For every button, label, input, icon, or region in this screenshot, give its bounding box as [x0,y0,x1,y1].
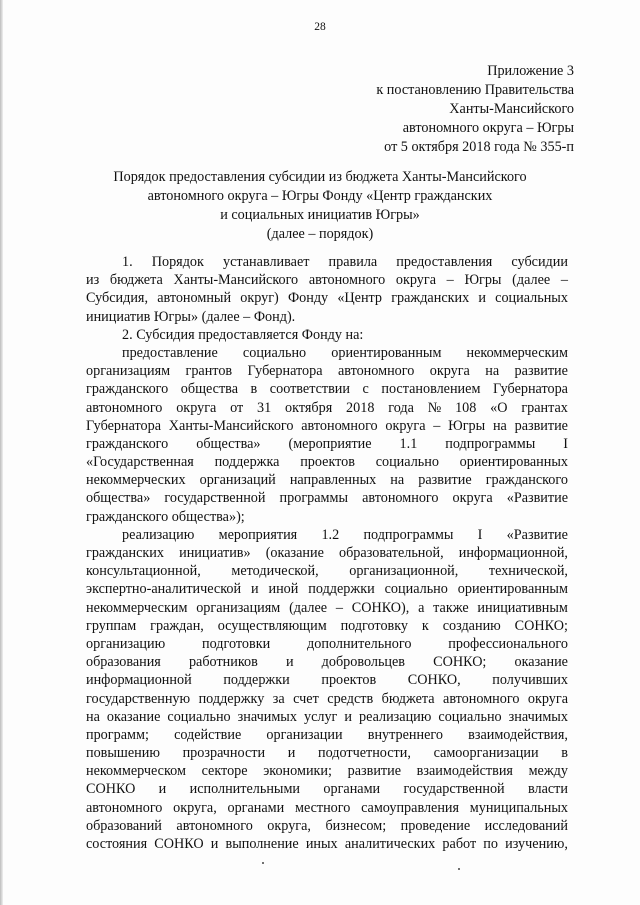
text-word: а [418,599,425,616]
text-word: организации [266,726,343,743]
text-word: в [561,745,568,762]
text-word: некоммерческим [86,599,188,616]
text-word: 1. [122,254,133,270]
text-word: и [158,781,167,798]
text-word: округа, [267,817,311,834]
text-word: между [528,763,568,780]
appendix-line: автономного округа – Югры [402,120,574,136]
text-word: автономного [86,399,163,416]
text-word: поддержки [223,672,290,689]
text-word: инициатив» [179,545,251,561]
text-word: исследований [484,817,568,834]
text-word: и [250,581,259,598]
text-line [86,762,568,780]
text-word: в [250,381,258,398]
text-word: округа [176,399,217,416]
text-word: государственной [403,781,505,798]
text-line [86,253,568,271]
title-line: и социальных инициатив Югры» [220,207,420,223]
text-word: экономики; [263,763,332,780]
text-word: Югры [464,272,502,289]
text-word: общества [180,381,238,398]
text-line [86,271,568,289]
text-word: на [390,472,405,489]
text-word: бюджета [381,690,435,707]
text-word: I [563,435,568,452]
text-word: организациям [86,363,171,380]
text-word: округа [527,690,568,707]
text-line [86,289,568,307]
text-word: автономного [301,417,378,434]
text-word: СОНКО [154,836,204,852]
text-word: внутреннего [367,726,443,743]
text-word: социально [438,708,502,725]
text-word: грантах [521,399,568,416]
text-word: Югры [448,417,486,434]
text-word: поддержку [198,690,265,707]
text-word: на [86,708,100,725]
text-line [86,580,568,598]
text-line [86,817,568,835]
text-word: 108 [455,399,477,416]
text-word: программы [279,490,349,507]
text-word: местного [294,799,351,816]
text-word: граждан, [150,617,204,634]
text-line [86,744,568,762]
title-line: автономного округа – Югры Фонду «Центр гражданских [147,188,493,204]
text-word: оказание [514,654,568,671]
text-word: взаимодействия [416,763,513,780]
text-word: (далее [289,599,328,616]
text-word: направленных [289,472,377,489]
text-word: автономного [362,490,439,507]
text-line [86,308,568,326]
text-word: и [210,836,219,852]
text-word: образования [86,654,161,671]
text-word: организацию [86,635,166,652]
text-word: секторе [201,763,248,780]
text-word: проектов [321,672,377,689]
text-word: получивших [492,672,568,689]
text-word: образовательной, [339,545,444,561]
text-word: округа [385,417,426,434]
text-word: автономного [443,690,520,707]
title-line: (далее – порядок) [266,226,374,242]
text-word: гражданского общества»); [86,508,245,525]
text-word: гражданских [391,290,470,307]
text-word: Губернатора [247,363,323,380]
text-word: подпрограммы [363,526,454,543]
text-word: «Центр [337,290,383,307]
text-word: органами [323,781,381,798]
scan-speck [458,868,460,870]
text-word: округа [452,490,493,507]
text-word: некоммерческим [466,344,568,361]
text-word: по [483,836,498,852]
text-word: постановлением [381,381,481,398]
text-word: прозрачности [182,745,266,762]
text-word: Ханты-Мансийского [173,272,299,289]
text-word: дополнительного [307,635,412,652]
text-word: экспертно-аналитической [86,581,242,598]
text-word: повышению [86,745,160,762]
text-word: взаимодействия, [468,726,568,743]
text-word: Субсидия, [86,290,149,307]
text-line [86,708,568,726]
appendix-line: от 5 октября 2018 года № 355-п [384,139,574,155]
text-line [86,417,568,435]
text-word: на [485,363,500,380]
text-word: также [433,599,469,616]
text-line [86,726,568,744]
text-word: округ) [240,290,279,307]
text-line [86,653,568,671]
text-word: округа [429,363,470,380]
text-word: организаций [199,472,276,489]
text-word: работ [442,836,477,852]
page-number: 28 [314,21,326,33]
text-word: счет [293,690,319,707]
text-word: оказание [106,708,161,725]
text-word: развитие [514,363,568,380]
text-word: состояния [86,836,148,852]
appendix-line: Ханты-Мансийского [449,101,574,117]
text-word: иных [305,836,338,852]
text-line [86,362,568,380]
text-word: инициативным [477,599,568,616]
text-word: Порядок [151,254,204,270]
text-word: образований [86,817,162,834]
text-word: (оказание [265,545,324,561]
text-word: программ; [86,726,149,743]
text-word: грантов [185,363,233,380]
text-word: автономный [157,290,232,307]
text-word: 1.1 [399,435,418,452]
text-word: методической, [231,563,319,580]
text-word: государственную [86,690,191,707]
text-word: группам [86,617,137,634]
text-word: содействие [174,726,242,743]
text-word: «О [490,399,508,416]
text-word: гражданских [86,545,164,561]
text-word: развитие [418,472,472,489]
text-line [86,399,568,417]
document-title [80,168,560,244]
body-text [86,253,568,853]
text-word: СОНКО; [514,617,568,634]
text-word: организационной, [349,563,459,580]
text-word: гражданского [86,435,169,452]
text-word: 1.2 [321,526,340,543]
text-word: предоставления [396,254,493,270]
text-word: и [287,745,296,762]
text-line [86,508,568,526]
text-word: реализацию [359,708,432,725]
appendix-line: к постановлению Правительства [376,82,574,98]
text-word: поддержка [214,454,280,471]
text-word: ориентированных [459,454,568,471]
text-word: «Развитие [506,490,568,507]
text-word: осуществляющим [217,617,327,634]
text-word: подготовки [202,635,271,652]
text-word: бюджета [109,272,163,289]
text-word: СОНКО; [433,654,487,671]
text-word: работников [188,654,258,671]
text-line [86,780,568,798]
text-word: муниципальных [469,799,568,816]
text-word: иной [268,581,299,598]
text-word: устанавливает [223,254,310,270]
text-line [86,562,568,580]
text-word: самоорганизации [433,745,539,762]
text-line [86,635,568,653]
text-word: и [285,654,294,671]
text-word: СОНКО, [407,672,461,689]
text-word: автономного [86,799,163,816]
text-word: (мероприятие [288,435,372,452]
text-word: 2018 [346,399,375,416]
text-word: технической, [488,563,568,580]
text-word: года [388,399,414,416]
text-word: социально [384,581,448,598]
text-word: социально [242,344,307,361]
text-word: подготовку [340,617,409,634]
text-word: инициатив Югры» (далее – Фонд). [86,308,296,325]
text-word: государственной [164,490,266,507]
text-word: мероприятия [218,526,298,543]
text-line [86,544,568,562]
text-line [86,380,568,398]
text-word: социальных [495,290,568,307]
text-word: профессионального [448,635,568,652]
appendix-line: Приложение 3 [487,63,574,79]
text-line [86,690,568,708]
text-word: предоставление [122,344,218,361]
text-word: значимых [237,708,297,725]
text-word: бизнесом; [325,817,387,834]
text-line [86,344,568,362]
title-line: Порядок предоставления субсидии из бюджета Ханты-Мансийского [113,169,527,185]
text-word: с [362,381,369,398]
text-word: самоуправления [361,799,460,816]
text-word: «Государственная [86,454,194,471]
text-word: субсидии [511,254,568,270]
text-word: – [433,417,441,434]
text-word: (далее [512,272,551,289]
text-word: из [86,272,100,289]
text-word: – [335,599,343,616]
text-word: информационной [86,672,192,689]
text-word: значимых [508,708,568,725]
text-word: округа, [173,799,217,816]
text-word: услуг [303,708,338,725]
text-word: автономного [337,363,415,380]
text-word: на [492,417,507,434]
text-word: некоммерческих [86,472,186,489]
text-word: подпрограммы [445,435,536,452]
text-line [86,471,568,489]
text-word: информационной, [458,545,568,561]
text-word: общества» [86,490,151,507]
text-word: гражданского [86,381,169,398]
text-line [86,489,568,507]
text-word: исполнительными [189,781,301,798]
text-line [86,617,568,635]
text-line [86,453,568,471]
text-line [86,671,568,689]
text-word: Ханты-Мансийского [168,417,294,434]
text-word: общества» [196,435,261,452]
text-word: гражданского [485,472,568,489]
text-word: некоммерческом [86,763,186,780]
text-word: социально [375,454,439,471]
text-line [86,326,568,344]
text-line [86,435,568,453]
text-word: № [427,399,442,416]
text-word: 2. Субсидия предоставляется Фонду на: [122,326,364,343]
text-word: консультационной, [86,563,201,580]
text-word: правила [328,254,378,270]
text-word: I [477,526,483,543]
text-word: организациям [196,599,281,616]
text-line [86,526,568,544]
text-word: соответствии [269,381,350,398]
text-word: 31 [257,399,272,416]
text-word: власти [528,781,568,798]
text-word: от [230,399,244,416]
text-word: органами [227,799,285,816]
scan-speck [262,862,264,864]
text-line [86,599,568,617]
text-word: добровольцев [321,654,406,671]
text-word: средств [327,690,374,707]
text-word: за [272,690,285,707]
text-word: проведение [400,817,471,834]
text-word: «Развитие [506,526,568,543]
text-word: аналитических [344,836,436,852]
text-word: социально [167,708,231,725]
text-word: Фонду [287,290,329,307]
text-line [86,835,568,853]
text-word: проектов [300,454,355,471]
text-word: и [344,708,352,725]
text-word: СОНКО), [351,599,410,616]
text-word: ориентированным [457,581,568,598]
text-word: изучению, [505,836,568,852]
text-word: Губернатора [86,417,162,434]
text-word: поддержки [308,581,375,598]
text-word: автономного [308,272,386,289]
text-word: октября [285,399,333,416]
text-word: и [478,290,486,307]
text-word: созданию [442,617,501,634]
text-word: подотчетности, [317,745,411,762]
text-word: – [560,272,568,289]
text-word: реализацию [122,526,195,543]
text-word: развитие [514,417,568,434]
text-line [86,799,568,817]
appendix-header [376,62,574,157]
text-word: автономного [176,817,253,834]
text-word: – [446,272,454,289]
text-word: округа [395,272,436,289]
scan-edge [0,0,3,905]
text-word: СОНКО [86,781,136,798]
text-word: к [421,617,429,634]
text-word: ориентированным [331,344,442,361]
text-word: развитие [347,763,402,780]
text-word: выполнение [225,836,299,852]
text-word: Губернатора [492,381,568,398]
